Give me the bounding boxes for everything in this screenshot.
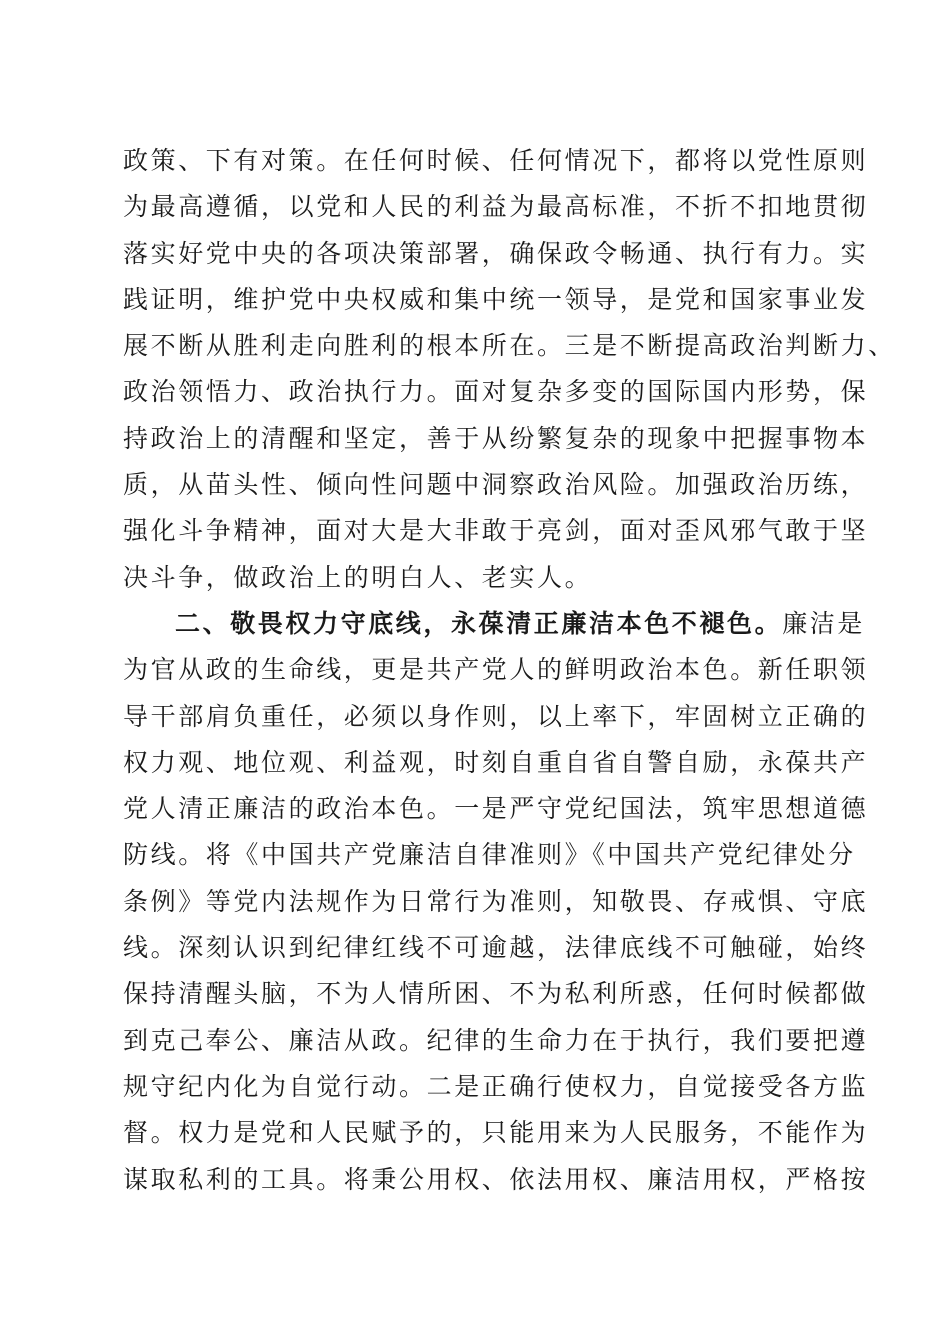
text-line: 权力观、地位观、利益观，时刻自重自省自警自励，永葆共产	[123, 747, 869, 777]
text-line: 为官从政的生命线，更是共产党人的鲜明政治本色。新任职领	[123, 655, 869, 685]
text-line: 防线。将《中国共产党廉洁自律准则》《中国共产党纪律处分	[123, 840, 856, 870]
section-2-heading: 二、敬畏权力守底线，永葆清正廉洁本色不褪色。	[175, 608, 783, 638]
text-line: 线。深刻认识到纪律红线不可逾越，法律底线不可触碰，始终	[123, 933, 869, 963]
text-line: 督。权力是党和人民赋予的，只能用来为人民服务，不能作为	[123, 1118, 869, 1148]
text-line: 党人清正廉洁的政治本色。一是严守党纪国法，筑牢思想道德	[123, 794, 869, 824]
text-line: 决斗争，做政治上的明白人、老实人。	[123, 562, 593, 592]
section-2-first-line	[123, 601, 866, 647]
text-line: 谋取私利的工具。将秉公用权、依法用权、廉洁用权，严格按	[123, 1164, 869, 1194]
text-line: 质，从苗头性、倾向性问题中洞察政治风险。加强政治历练，	[123, 470, 869, 500]
text-line: 为最高遵循，以党和人民的利益为最高标准，不折不扣地贯彻	[123, 192, 869, 222]
text-line: 到克己奉公、廉洁从政。纪律的生命力在于执行，我们要把遵	[123, 1025, 869, 1055]
text-line: 落实好党中央的各项决策部署，确保政令畅通、执行有力。实	[123, 238, 869, 268]
text-line: 政治领悟力、政治执行力。面对复杂多变的国际国内形势，保	[123, 377, 869, 407]
text-line: 导干部肩负重任，必须以身作则，以上率下，牢固树立正确的	[123, 701, 869, 731]
text-line: 政策、下有对策。在任何时候、任何情况下，都将以党性原则	[123, 146, 869, 175]
text-line: 展不断从胜利走向胜利的根本所在。三是不断提高政治判断力、	[123, 331, 896, 361]
section-2-first-tail: 廉洁是	[782, 608, 866, 638]
text-line: 持政治上的清醒和坚定，善于从纷繁复杂的现象中把握事物本	[123, 423, 869, 453]
text-line: 规守纪内化为自觉行动。二是正确行使权力，自觉接受各方监	[123, 1071, 869, 1101]
text-line: 保持清醒头脑，不为人情所困、不为私利所惑，任何时候都做	[123, 979, 869, 1009]
text-line: 强化斗争精神，面对大是大非敢于亮剑，面对歪风邪气敢于坚	[123, 516, 869, 546]
text-line: 践证明，维护党中央权威和集中统一领导，是党和国家事业发	[123, 284, 869, 314]
text-line: 条例》等党内法规作为日常行为准则，知敬畏、存戒惧、守底	[123, 886, 869, 916]
body-text	[123, 138, 896, 1203]
